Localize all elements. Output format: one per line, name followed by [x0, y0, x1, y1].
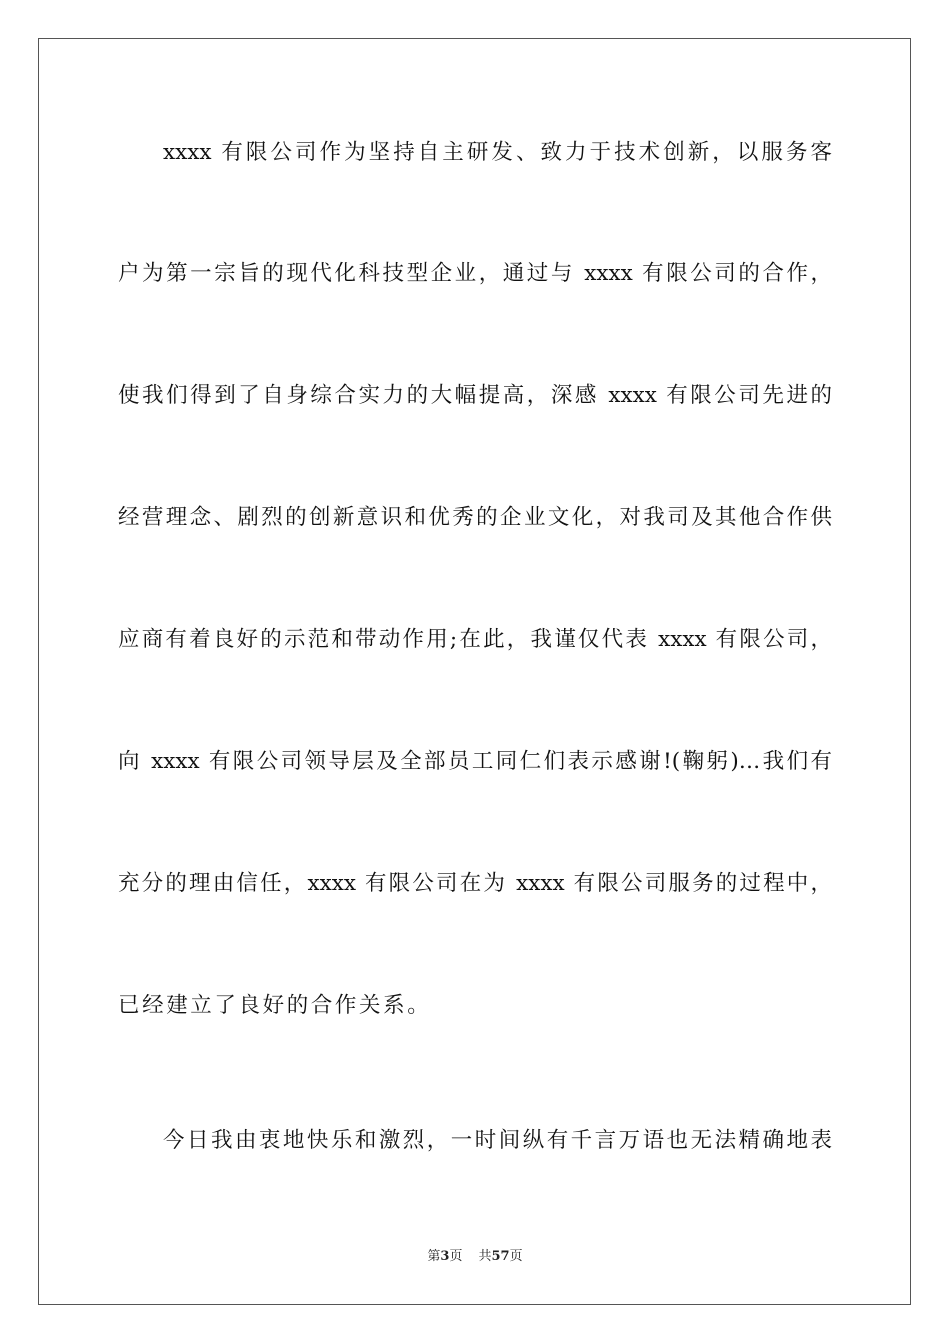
- page-footer: [0, 1248, 950, 1266]
- page-border: [38, 38, 911, 1305]
- text-line-4: 经营理念、剧烈的创新意识和优秀的企业文化，对我司及其他合作供: [118, 505, 832, 530]
- total-pages-label: 共57页: [478, 1249, 523, 1264]
- text-line-1: xxxx 有限公司作为坚持自主研发、致力于技术创新，以服务客: [163, 140, 832, 165]
- text-line-9: 今日我由衷地快乐和激烈，一时间纵有千言万语也无法精确地表: [163, 1128, 832, 1153]
- text-line-7: 充分的理由信任，xxxx 有限公司在为 xxxx 有限公司服务的过程中，: [118, 871, 832, 896]
- text-line-8: 已经建立了良好的合作关系。: [118, 993, 432, 1018]
- page-number: 3: [440, 1249, 450, 1264]
- text-line-3: 使我们得到了自身综合实力的大幅提高，深感 xxxx 有限公司先进的: [118, 383, 832, 408]
- total-pages: 57: [491, 1249, 510, 1264]
- page-label: 第3页: [427, 1249, 463, 1264]
- text-line-5: 应商有着良好的示范和带动作用;在此，我谨仅代表 xxxx 有限公司，: [118, 627, 832, 652]
- text-line-2: 户为第一宗旨的现代化科技型企业，通过与 xxxx 有限公司的合作，: [118, 261, 832, 286]
- text-line-6: 向 xxxx 有限公司领导层及全部员工同仁们表示感谢!(鞠躬)…我们有: [118, 749, 832, 774]
